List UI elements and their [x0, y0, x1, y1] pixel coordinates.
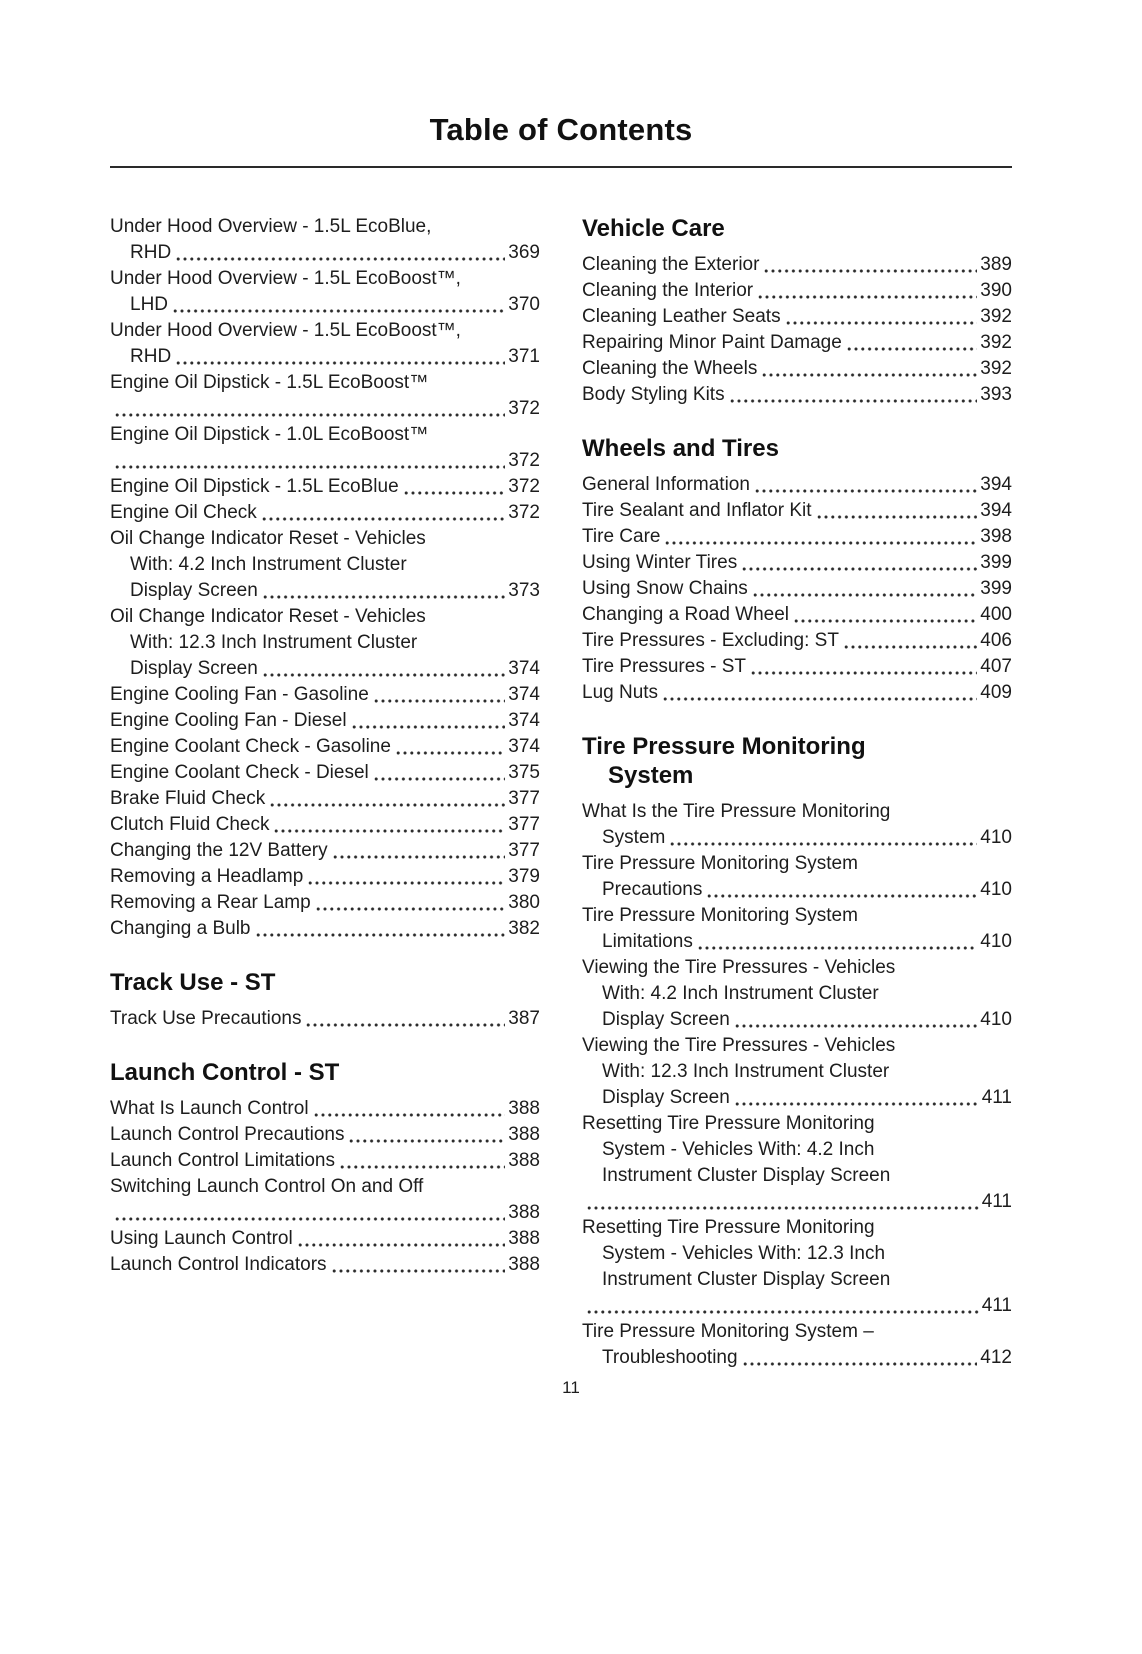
toc-entry	[110, 370, 540, 422]
entry-page-number: 392	[980, 358, 1012, 379]
dot-leader	[743, 1362, 978, 1366]
section-heading: Vehicle Care	[582, 215, 725, 242]
entry-page-number: 393	[980, 384, 1012, 405]
entry-text-line: With: 4.2 Inch Instrument Cluster	[130, 554, 407, 575]
entry-page-number: 411	[981, 1087, 1012, 1108]
toc-entry	[582, 1215, 1012, 1319]
entry-page-number: 398	[980, 526, 1012, 547]
entry-text-line: Resetting Tire Pressure Monitoring	[582, 1217, 875, 1238]
entry-text: Display Screen	[130, 658, 258, 679]
entry-text: RHD	[130, 242, 172, 263]
entry-text: Tire Pressures - ST	[582, 656, 746, 677]
dot-leader	[270, 803, 505, 807]
dot-leader	[847, 347, 978, 351]
entry-text-line: Under Hood Overview - 1.5L EcoBoost™,	[110, 268, 461, 289]
dot-leader	[176, 257, 505, 261]
dot-leader	[340, 1165, 505, 1169]
entry-text-line: Under Hood Overview - 1.5L EcoBoost™,	[110, 320, 461, 341]
entry-page-number: 373	[508, 580, 540, 601]
entry-text-line: Oil Change Indicator Reset - Vehicles	[110, 606, 426, 627]
entry-text: Engine Cooling Fan - Diesel	[110, 710, 347, 731]
dot-leader	[115, 465, 505, 469]
entry-page-number: 394	[980, 474, 1012, 495]
entry-text: What Is Launch Control	[110, 1098, 309, 1119]
entry-page-number: 372	[508, 502, 540, 523]
dot-leader	[314, 1113, 506, 1117]
toc-entry	[582, 498, 1012, 524]
dot-leader	[755, 489, 977, 493]
section-heading: Track Use - ST	[110, 969, 276, 996]
dot-leader	[115, 413, 505, 417]
dot-leader	[115, 1217, 505, 1221]
section-heading: Tire Pressure Monitoring System	[582, 733, 866, 789]
entry-page-number: 412	[980, 1347, 1012, 1368]
entry-page-number: 374	[508, 736, 540, 757]
entry-text: System	[602, 827, 666, 848]
toc-column-left	[110, 214, 540, 1371]
toc-header	[110, 112, 1012, 148]
entry-page-number: 374	[508, 684, 540, 705]
entry-page-number: 377	[508, 840, 540, 861]
page-number: 11	[562, 1378, 580, 1397]
entry-page-number: 399	[980, 578, 1012, 599]
toc-entry	[110, 916, 540, 942]
dot-leader	[173, 309, 505, 313]
entry-page-number: 380	[508, 892, 540, 913]
dot-leader	[263, 595, 506, 599]
toc-entry	[582, 1319, 1012, 1371]
entry-page-number: 372	[508, 476, 540, 497]
toc-entry	[582, 576, 1012, 602]
dot-leader	[707, 894, 977, 898]
toc-entry	[110, 266, 540, 318]
entry-text: Removing a Rear Lamp	[110, 892, 311, 913]
entry-text: RHD	[130, 346, 172, 367]
toc-entry	[582, 851, 1012, 903]
dot-leader	[730, 399, 978, 403]
entry-text: Repairing Minor Paint Damage	[582, 332, 842, 353]
entry-text: Track Use Precautions	[110, 1008, 302, 1029]
entry-text: Using Launch Control	[110, 1228, 293, 1249]
dot-leader	[764, 269, 977, 273]
dot-leader	[663, 697, 977, 701]
entry-page-number: 406	[980, 630, 1012, 651]
entry-text: Tire Pressures - Excluding: ST	[582, 630, 839, 651]
dot-leader	[665, 541, 977, 545]
toc-entry	[582, 903, 1012, 955]
toc-entry	[582, 278, 1012, 304]
dot-leader	[262, 517, 506, 521]
entry-page-number: 410	[980, 931, 1012, 952]
toc-entry	[110, 1096, 540, 1122]
dot-leader	[762, 373, 977, 377]
toc-entry	[110, 812, 540, 838]
dot-leader	[332, 1269, 506, 1273]
dot-leader	[817, 515, 978, 519]
entry-text-line: System - Vehicles With: 4.2 Inch	[602, 1139, 875, 1160]
toc-entry	[582, 304, 1012, 330]
dot-leader	[349, 1139, 505, 1143]
title-divider	[110, 166, 1012, 168]
dot-leader	[794, 619, 977, 623]
entry-page-number: 410	[980, 827, 1012, 848]
entry-text-line: Switching Launch Control On and Off	[110, 1176, 424, 1197]
entry-page-number: 371	[508, 346, 540, 367]
entry-text-line: Instrument Cluster Display Screen	[602, 1165, 891, 1186]
dot-leader	[698, 946, 977, 950]
entry-page-number: 388	[508, 1150, 540, 1171]
dot-leader	[404, 491, 506, 495]
toc-entry	[582, 382, 1012, 408]
dot-leader	[274, 829, 505, 833]
entry-text: Troubleshooting	[602, 1347, 738, 1368]
dot-leader	[352, 725, 506, 729]
entry-text: LHD	[130, 294, 169, 315]
entry-text: Cleaning the Exterior	[582, 254, 760, 275]
entry-page-number: 369	[508, 242, 540, 263]
entry-page-number: 387	[508, 1008, 540, 1029]
entry-page-number: 388	[508, 1098, 540, 1119]
toc-entry	[582, 654, 1012, 680]
toc-entry	[582, 252, 1012, 278]
entry-text-line: With: 4.2 Inch Instrument Cluster	[602, 983, 879, 1004]
toc-entry	[110, 682, 540, 708]
dot-leader	[256, 933, 506, 937]
entry-page-number: 388	[508, 1202, 540, 1223]
toc-entry	[582, 799, 1012, 851]
toc-entry	[582, 330, 1012, 356]
entry-page-number: 388	[508, 1124, 540, 1145]
toc-entry	[110, 1252, 540, 1278]
entry-text: Using Snow Chains	[582, 578, 748, 599]
entry-text: Body Styling Kits	[582, 384, 725, 405]
entry-page-number: 388	[508, 1254, 540, 1275]
entry-text: Clutch Fluid Check	[110, 814, 270, 835]
dot-leader	[735, 1024, 978, 1028]
entry-text-line: With: 12.3 Inch Instrument Cluster	[130, 632, 418, 653]
toc-entry	[582, 602, 1012, 628]
dot-leader	[333, 855, 506, 859]
entry-page-number: 390	[980, 280, 1012, 301]
toc-entry	[110, 708, 540, 734]
section-heading: Wheels and Tires	[582, 435, 779, 462]
entry-text: Cleaning the Wheels	[582, 358, 758, 379]
toc-entry	[582, 1111, 1012, 1215]
entry-page-number: 372	[508, 398, 540, 419]
dot-leader	[306, 1023, 505, 1027]
dot-leader	[176, 361, 505, 365]
dot-leader	[786, 321, 978, 325]
toc-entry	[110, 890, 540, 916]
entry-text: Engine Oil Dipstick - 1.5L EcoBlue	[110, 476, 399, 497]
entry-page-number: 374	[508, 658, 540, 679]
page-title: Table of Contents	[429, 112, 693, 147]
dot-leader	[735, 1102, 979, 1106]
dot-leader	[753, 593, 977, 597]
toc-entry	[110, 318, 540, 370]
entry-text: Lug Nuts	[582, 682, 659, 703]
entry-text-line: Instrument Cluster Display Screen	[602, 1269, 891, 1290]
toc-entry	[110, 214, 540, 266]
entry-text: Precautions	[602, 879, 703, 900]
toc-entry	[110, 838, 540, 864]
toc-entry	[582, 472, 1012, 498]
entry-page-number: 372	[508, 450, 540, 471]
entry-text: Display Screen	[602, 1087, 730, 1108]
toc-entry	[582, 550, 1012, 576]
entry-text: Cleaning the Interior	[582, 280, 754, 301]
entry-page-number: 409	[980, 682, 1012, 703]
dot-leader	[751, 671, 977, 675]
entry-text: Launch Control Indicators	[110, 1254, 327, 1275]
dot-leader	[758, 295, 977, 299]
toc-entry	[582, 955, 1012, 1033]
dot-leader	[374, 777, 506, 781]
entry-text-line: Under Hood Overview - 1.5L EcoBlue,	[110, 216, 432, 237]
toc-entry	[110, 422, 540, 474]
entry-text: Brake Fluid Check	[110, 788, 266, 809]
toc-entry	[582, 524, 1012, 550]
entry-text: Changing a Road Wheel	[582, 604, 790, 625]
entry-page-number: 389	[980, 254, 1012, 275]
dot-leader	[263, 673, 506, 677]
entry-page-number: 411	[981, 1295, 1012, 1316]
dot-leader	[308, 881, 505, 885]
entry-text-line: With: 12.3 Inch Instrument Cluster	[602, 1061, 890, 1082]
toc-entry	[110, 1226, 540, 1252]
toc-entry	[110, 1006, 540, 1032]
dot-leader	[587, 1206, 979, 1210]
toc-entry	[582, 356, 1012, 382]
toc-entry	[110, 526, 540, 604]
toc-columns	[110, 214, 1012, 1371]
entry-page-number: 392	[980, 306, 1012, 327]
entry-text: Limitations	[602, 931, 693, 952]
toc-entry	[110, 786, 540, 812]
entry-page-number: 410	[980, 1009, 1012, 1030]
toc-entry	[110, 500, 540, 526]
entry-page-number: 388	[508, 1228, 540, 1249]
entry-text: Removing a Headlamp	[110, 866, 304, 887]
toc-entry	[582, 680, 1012, 706]
dot-leader	[844, 645, 977, 649]
toc-entry	[110, 734, 540, 760]
entry-page-number: 374	[508, 710, 540, 731]
entry-text: Using Winter Tires	[582, 552, 738, 573]
entry-text: Tire Care	[582, 526, 661, 547]
dot-leader	[298, 1243, 506, 1247]
entry-text-line: Viewing the Tire Pressures - Vehicles	[582, 957, 896, 978]
entry-page-number: 370	[508, 294, 540, 315]
entry-text: Launch Control Limitations	[110, 1150, 335, 1171]
toc-entry	[110, 604, 540, 682]
toc-entry	[582, 628, 1012, 654]
dot-leader	[742, 567, 977, 571]
entry-text: Tire Sealant and Inflator Kit	[582, 500, 812, 521]
entry-page-number: 410	[980, 879, 1012, 900]
entry-page-number: 379	[508, 866, 540, 887]
entry-page-number: 375	[508, 762, 540, 783]
entry-text-line: Engine Oil Dipstick - 1.0L EcoBoost™	[110, 424, 429, 445]
entry-text: General Information	[582, 474, 750, 495]
section-heading: Launch Control - ST	[110, 1059, 340, 1086]
toc-entry	[110, 1174, 540, 1226]
entry-text: Engine Coolant Check - Gasoline	[110, 736, 391, 757]
toc-entry	[110, 760, 540, 786]
toc-entry	[110, 1148, 540, 1174]
entry-page-number: 377	[508, 788, 540, 809]
toc-entry	[582, 1033, 1012, 1111]
entry-text-line: Tire Pressure Monitoring System	[582, 853, 858, 874]
dot-leader	[396, 751, 505, 755]
entry-text-line: Tire Pressure Monitoring System –	[582, 1321, 874, 1342]
entry-page-number: 399	[980, 552, 1012, 573]
entry-text-line: Oil Change Indicator Reset - Vehicles	[110, 528, 426, 549]
entry-text: Engine Oil Check	[110, 502, 257, 523]
entry-page-number: 407	[980, 656, 1012, 677]
entry-page-number: 394	[980, 500, 1012, 521]
dot-leader	[374, 699, 506, 703]
entry-text-line: Resetting Tire Pressure Monitoring	[582, 1113, 875, 1134]
toc-entry	[110, 474, 540, 500]
dot-leader	[587, 1310, 979, 1314]
entry-text: Display Screen	[602, 1009, 730, 1030]
entry-page-number: 411	[981, 1191, 1012, 1212]
entry-text-line: Viewing the Tire Pressures - Vehicles	[582, 1035, 896, 1056]
toc-entry	[110, 864, 540, 890]
entry-page-number: 392	[980, 332, 1012, 353]
entry-text: Engine Cooling Fan - Gasoline	[110, 684, 369, 705]
entry-text-line: What Is the Tire Pressure Monitoring	[582, 801, 891, 822]
entry-text: Engine Coolant Check - Diesel	[110, 762, 369, 783]
entry-text-line: Tire Pressure Monitoring System	[582, 905, 858, 926]
entry-page-number: 400	[980, 604, 1012, 625]
entry-text: Launch Control Precautions	[110, 1124, 345, 1145]
dot-leader	[316, 907, 506, 911]
toc-entry	[110, 1122, 540, 1148]
entry-page-number: 382	[508, 918, 540, 939]
entry-text: Changing a Bulb	[110, 918, 251, 939]
entry-text: Display Screen	[130, 580, 258, 601]
entry-text-line: System - Vehicles With: 12.3 Inch	[602, 1243, 886, 1264]
entry-page-number: 377	[508, 814, 540, 835]
entry-text: Cleaning Leather Seats	[582, 306, 781, 327]
page-footer	[0, 1378, 1142, 1398]
entry-text: Changing the 12V Battery	[110, 840, 328, 861]
toc-column-right	[582, 214, 1012, 1371]
dot-leader	[670, 842, 977, 846]
entry-text-line: Engine Oil Dipstick - 1.5L EcoBoost™	[110, 372, 429, 393]
